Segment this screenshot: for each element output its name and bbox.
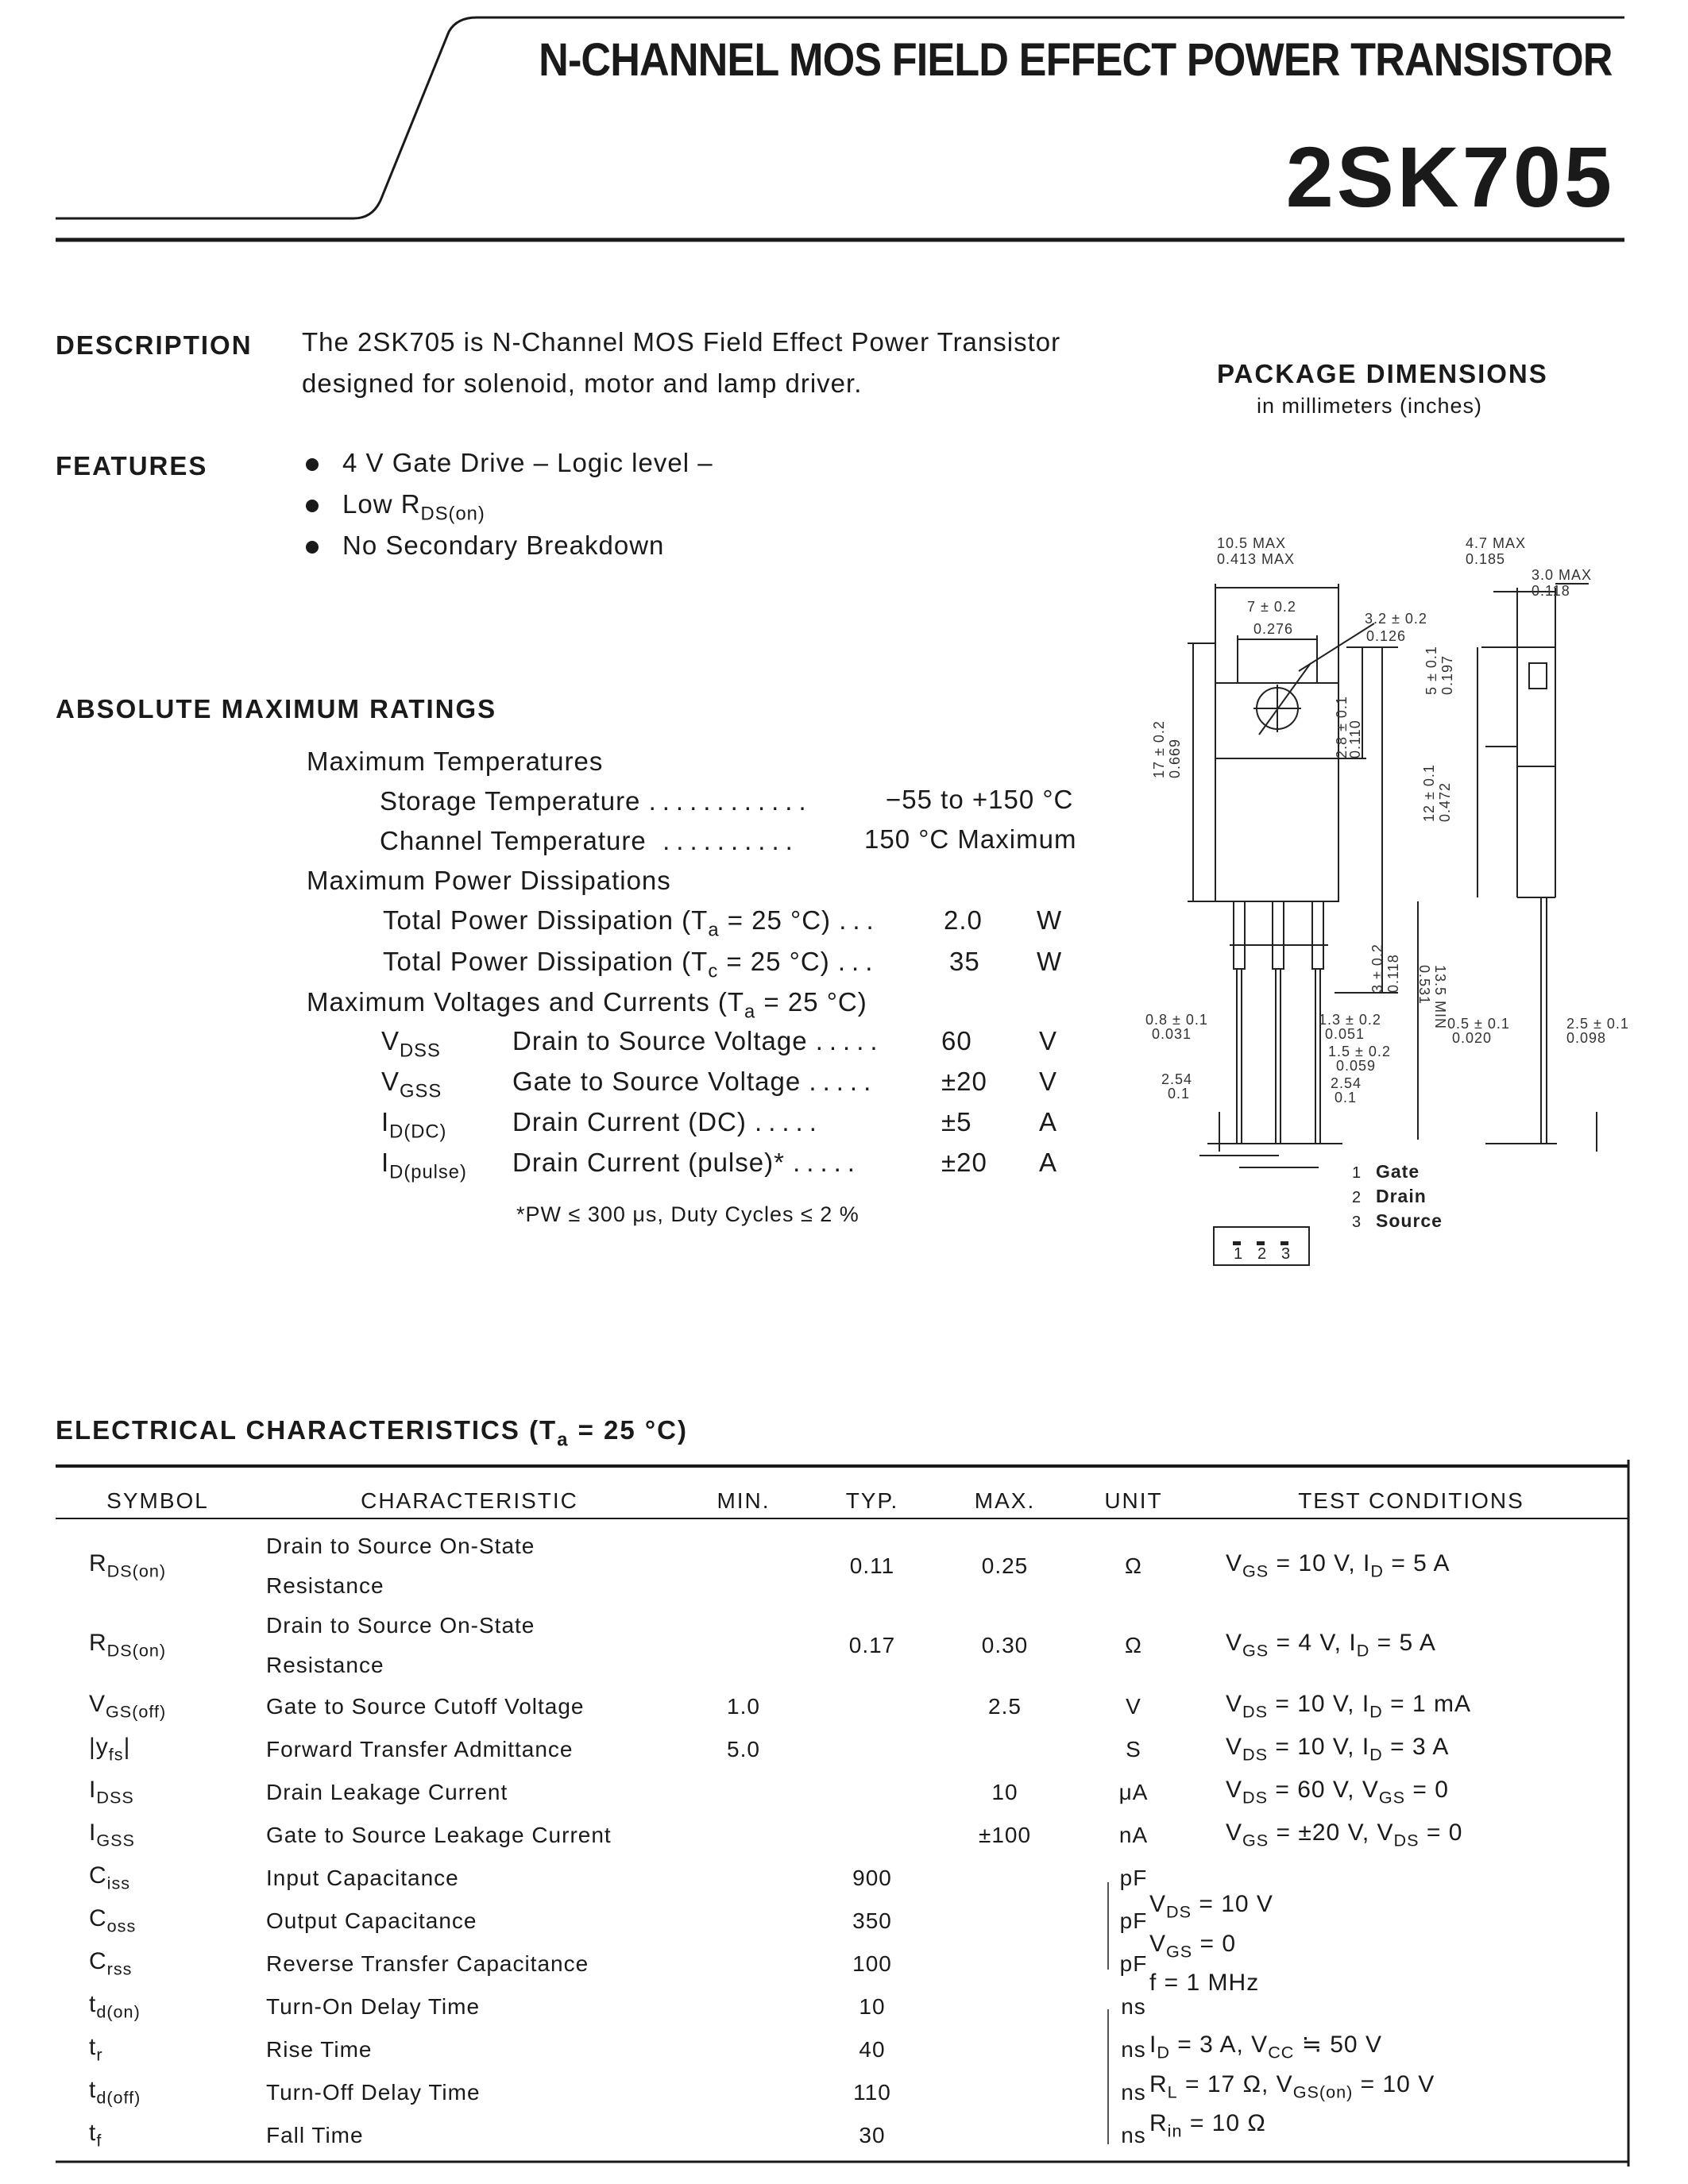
cell-symbol: $C_{oss}$ (89, 1905, 137, 1936)
cell-characteristic: Gate to Source Cutoff Voltage (266, 1694, 585, 1719)
cell-characteristic: Drain to Source On-State Resistance (266, 1534, 535, 1598)
dim-tab-height-in: 0.110 (1347, 720, 1363, 758)
cell-min (679, 1526, 808, 1606)
rating-symbol: $V_{DSS}$ (381, 1026, 441, 1062)
dim-width-max: 10.5 MAX (1217, 535, 1287, 551)
dim-lead-offset-in: 0.098 (1566, 1030, 1607, 1046)
cell-max: ±100 (978, 1823, 1032, 1847)
cell-unit: pF (1119, 1951, 1148, 1976)
condition-line: $I_D = 3$ A, $V_{CC}$ ≒ 50 V (1149, 2032, 1382, 2062)
col-characteristic: CHARACTERISTIC (361, 1488, 578, 1513)
cell-conditions: $V_{DS} = 10$ V, $I_D = 3$ A (1226, 1734, 1450, 1765)
cell-max (937, 2114, 1073, 2157)
cell-characteristic: Reverse Transfer Capacitance (266, 1951, 589, 1976)
rating-symbol: $I_{D(DC)}$ (381, 1107, 447, 1143)
cell-symbol: $C_{iss}$ (89, 1862, 131, 1893)
table-row (56, 1943, 1628, 1985)
cell-symbol: $C_{rss}$ (89, 1948, 133, 1979)
part-number: 2SK705 (1285, 129, 1615, 225)
description-line-1: The 2SK705 is N-Channel MOS Field Effect Power Transistor (302, 327, 1061, 357)
cell-max (937, 2028, 1073, 2071)
ratings-footnote: *PW ≤ 300 μs, Duty Cycles ≤ 2 % (516, 1202, 859, 1226)
dim-tab-max-in: 0.118 (1532, 583, 1570, 599)
dim-lead-thickness-in: 0.020 (1452, 1030, 1493, 1046)
cell-min (679, 1943, 808, 1985)
rating-unit: V (1039, 1067, 1058, 1096)
condition-line: $V_{GS} = 0$ (1149, 1930, 1237, 1962)
temps-heading: Maximum Temperatures (307, 747, 604, 776)
cell-min (679, 2071, 808, 2114)
dim-inner-width-in: 0.276 (1253, 621, 1294, 637)
pin-name-gate: Gate (1376, 1161, 1420, 1182)
cell-max (937, 1857, 1073, 1900)
table-row (56, 1814, 1628, 1857)
cell-unit: V (1126, 1694, 1141, 1719)
cell-unit: pF (1119, 1908, 1148, 1933)
electrical-heading: ELECTRICAL CHARACTERISTICS ($T_a = 25$ °C) (56, 1415, 688, 1451)
cell-unit: Ω (1125, 1633, 1142, 1657)
table-row (56, 1857, 1628, 1900)
dim-width-max-in: 0.413 MAX (1217, 551, 1296, 567)
cell-typ: 0.11 (849, 1553, 895, 1578)
rating-symbol: $V_{GSS}$ (381, 1067, 442, 1102)
cell-typ: 0.17 (848, 1633, 896, 1657)
dim-lead-width: 0.8 ± 0.1 (1145, 1012, 1208, 1028)
rating-unit: V (1039, 1026, 1058, 1055)
dim-neck-height-in: 0.118 (1385, 954, 1401, 993)
pin-name-source: Source (1376, 1210, 1443, 1231)
pin-number: 3 (1281, 1245, 1291, 1263)
storage-temp-value: −55 to +150 °C (886, 785, 1074, 814)
cell-symbol: $t_r$ (89, 2034, 103, 2065)
cell-min (679, 1814, 808, 1857)
dim-lead-width-2: 1.3 ± 0.2 (1319, 1012, 1381, 1028)
feature-item: Low $R_{DS(on)}$ (306, 489, 485, 525)
vi-heading: Maximum Voltages and Currents ($T_a = 25$ °C) (307, 987, 867, 1023)
dim-pitch-b-in: 0.1 (1335, 1090, 1358, 1106)
cell-conditions: $V_{DS} = 10$ V, $I_D = 1$ mA (1226, 1691, 1471, 1722)
cell-characteristic: Gate to Source Leakage Current (266, 1823, 612, 1847)
cell-symbol: $V_{GS(off)}$ (89, 1691, 167, 1722)
dim-side-height-in: 0.472 (1437, 781, 1453, 822)
storage-temp-label: Storage Temperature ............ (380, 786, 813, 816)
ratings-heading: ABSOLUTE MAXIMUM RATINGS (56, 694, 497, 723)
table-header-row (56, 1476, 1628, 1526)
dim-hole: 3.2 ± 0.2 (1365, 611, 1427, 627)
dim-thickness-max-in: 0.185 (1466, 551, 1506, 567)
channel-temp-value: 150 °C Maximum (864, 824, 1077, 854)
cell-typ (808, 1771, 937, 1814)
cell-unit: S (1126, 1737, 1141, 1761)
pin-legend-number: 2 (1352, 1189, 1362, 1206)
cell-symbol: $|y_{fs}|$ (89, 1734, 131, 1765)
pin-number: 2 (1257, 1245, 1267, 1263)
cell-typ: 40 (859, 2037, 886, 2062)
cell-characteristic: Turn-On Delay Time (266, 1994, 481, 2019)
cell-max (937, 1900, 1073, 1943)
power-heading: Maximum Power Dissipations (307, 866, 671, 895)
rating-label: Drain Current (DC) ..... (512, 1107, 823, 1136)
cell-symbol: $t_{d(on)}$ (89, 1991, 141, 2022)
dim-side-height: 12 ± 0.1 (1421, 764, 1437, 822)
dim-lead-offset: 2.5 ± 0.1 (1566, 1016, 1629, 1032)
col-conditions: TEST CONDITIONS (1298, 1488, 1524, 1513)
pin-legend-number: 3 (1352, 1214, 1362, 1231)
cell-typ: 10 (859, 1994, 886, 2019)
cell-characteristic: Drain Leakage Current (266, 1780, 508, 1804)
features-heading: FEATURES (56, 451, 208, 480)
dim-tab-max: 3.0 MAX (1532, 567, 1593, 583)
cell-typ: 30 (859, 2123, 886, 2147)
cell-characteristic: Drain to Source On-State Resistance (266, 1613, 535, 1677)
cell-symbol: $R_{DS(on)}$ (89, 1630, 167, 1661)
col-unit: UNIT (1104, 1488, 1163, 1513)
cell-min: 1.0 (727, 1694, 760, 1719)
pd-ambient-unit: W (1037, 905, 1063, 935)
dim-lead-min: 13.5 MIN (1432, 965, 1448, 1030)
cell-symbol: $R_{DS(on)}$ (89, 1550, 167, 1581)
feature-item: No Secondary Breakdown (306, 531, 664, 561)
cell-characteristic: Input Capacitance (266, 1866, 459, 1890)
cell-typ: 100 (852, 1951, 892, 1976)
dim-top-height: 5 ± 0.1 (1423, 646, 1439, 695)
cell-conditions: $V_{GS} = 10$ V, $I_D = 5$ A (1226, 1550, 1450, 1581)
condition-line: $R_{in} = 10$ Ω (1149, 2110, 1266, 2141)
cell-symbol: $t_{d(off)}$ (89, 2077, 141, 2108)
pin-number: 1 (1234, 1245, 1243, 1263)
condition-line: f = 1 MHz (1149, 1970, 1260, 1997)
cell-max: 2.5 (988, 1694, 1022, 1719)
table-row (56, 1728, 1628, 1771)
pd-case-value: 35 (949, 947, 980, 976)
cell-unit: ns (1121, 2080, 1146, 2105)
rating-value: ±20 (941, 1067, 987, 1096)
cell-typ: 110 (853, 2080, 891, 2105)
package-heading: PACKAGE DIMENSIONS (1217, 359, 1548, 388)
cell-max: 0.30 (981, 1633, 1029, 1657)
rating-value: ±20 (941, 1148, 987, 1177)
rating-label: Drain Current (pulse)* ..... (512, 1148, 861, 1177)
cell-min (679, 1985, 808, 2028)
col-min: MIN. (717, 1488, 771, 1513)
cell-typ (808, 1685, 937, 1728)
dim-lead-width-3: 1.5 ± 0.2 (1328, 1044, 1391, 1059)
col-symbol: SYMBOL (106, 1488, 209, 1513)
cell-conditions: $V_{GS} = 4$ V, $I_D = 5$ A (1226, 1630, 1436, 1661)
table-row (56, 1606, 1628, 1685)
dim-lead-width-in: 0.031 (1152, 1026, 1192, 1042)
pin-legend-number: 1 (1352, 1164, 1362, 1182)
dim-hole-in: 0.126 (1366, 628, 1407, 644)
cell-typ (808, 1728, 937, 1771)
cell-min (679, 2114, 808, 2157)
cell-min (679, 1771, 808, 1814)
cell-max: 10 (991, 1780, 1018, 1804)
cell-min (679, 1857, 808, 1900)
pd-ambient-value: 2.0 (944, 905, 983, 935)
dim-body-height-in: 0.669 (1167, 738, 1183, 778)
table-row (56, 1771, 1628, 1814)
cell-max (937, 1728, 1073, 1771)
document-title: N-CHANNEL MOS FIELD EFFECT POWER TRANSISTOR (539, 34, 1613, 86)
dim-lead-min-in: 0.531 (1416, 965, 1432, 1005)
rating-value: 60 (941, 1026, 972, 1055)
rating-unit: A (1039, 1107, 1058, 1136)
dim-body-height: 17 ± 0.2 (1151, 720, 1167, 778)
switching-conditions (1149, 2029, 1435, 2147)
cell-conditions: $V_{GS} = \pm 20$ V, $V_{DS} = 0$ (1226, 1819, 1463, 1850)
dim-pitch-a-in: 0.1 (1168, 1086, 1191, 1102)
cell-typ: 900 (852, 1866, 892, 1890)
cell-min: 5.0 (727, 1737, 760, 1761)
cell-unit: Ω (1125, 1553, 1142, 1578)
rating-symbol: $I_{D(pulse)}$ (381, 1148, 467, 1183)
rating-label: Drain to Source Voltage ..... (512, 1026, 884, 1055)
dim-top-height-in: 0.197 (1439, 654, 1455, 695)
pd-case-unit: W (1037, 947, 1063, 976)
cell-max: 0.25 (981, 1553, 1029, 1578)
cell-min (679, 2028, 808, 2071)
cell-characteristic: Fall Time (266, 2123, 364, 2147)
cell-min (679, 1900, 808, 1943)
cell-max (937, 1985, 1073, 2028)
description-heading: DESCRIPTION (56, 330, 253, 360)
cell-characteristic: Output Capacitance (266, 1908, 477, 1933)
cell-min (679, 1606, 808, 1685)
cell-characteristic: Forward Transfer Admittance (266, 1737, 574, 1761)
cell-unit: ns (1121, 2123, 1146, 2147)
pd-ambient-label: Total Power Dissipation ($T_a = 25$ °C) ... (383, 905, 880, 941)
cell-unit: ns (1121, 2037, 1146, 2062)
cell-unit: pF (1119, 1866, 1148, 1890)
condition-line: $R_L = 17$ Ω, $V_{GS(on)} = 10$ V (1149, 2070, 1435, 2102)
dim-inner-width: 7 ± 0.2 (1247, 599, 1296, 615)
rating-value: ±5 (941, 1107, 972, 1136)
cell-max (937, 2071, 1073, 2114)
cell-typ: 350 (852, 1908, 892, 1933)
cell-conditions: $V_{DS} = 60$ V, $V_{GS} = 0$ (1226, 1777, 1449, 1808)
table-row (56, 1985, 1628, 2028)
feature-item: 4 V Gate Drive – Logic level – (306, 448, 713, 478)
cell-symbol: $t_f$ (89, 2120, 102, 2151)
dim-tab-height: 2.8 ± 0.1 (1334, 696, 1350, 758)
table-row (56, 1526, 1628, 1606)
table-row (56, 1900, 1628, 1943)
cell-unit: nA (1118, 1823, 1149, 1847)
description-line-2: designed for solenoid, motor and lamp driver. (302, 369, 863, 398)
cell-characteristic: Rise Time (266, 2037, 373, 2062)
col-max: MAX. (974, 1488, 1036, 1513)
rating-label: Gate to Source Voltage ..... (512, 1067, 878, 1096)
capacitance-conditions (1149, 1889, 1273, 1999)
package-subheading: in millimeters (inches) (1257, 394, 1483, 418)
cell-symbol: $I_{DSS}$ (89, 1777, 134, 1808)
dim-lead-thickness: 0.5 ± 0.1 (1447, 1016, 1510, 1032)
dim-pitch-a: 2.54 (1161, 1071, 1193, 1087)
cell-max (937, 1943, 1073, 1985)
cell-symbol: $I_{GSS}$ (89, 1819, 135, 1850)
cell-unit: μA (1118, 1780, 1149, 1804)
rating-unit: A (1039, 1148, 1058, 1177)
dim-lead-width-3-in: 0.059 (1336, 1058, 1377, 1074)
dim-thickness-max: 4.7 MAX (1466, 535, 1527, 551)
table-row (56, 1685, 1628, 1728)
channel-temp-label: Channel Temperature .......... (380, 826, 799, 855)
cell-typ (808, 1814, 937, 1857)
pd-case-label: Total Power Dissipation ($T_c = 25$ °C) ... (383, 947, 879, 982)
condition-line: $V_{DS} = 10$ V (1149, 1891, 1273, 1922)
cell-characteristic: Turn-Off Delay Time (266, 2080, 481, 2105)
dim-pitch-b: 2.54 (1331, 1075, 1362, 1091)
dim-lead-width-2-in: 0.051 (1325, 1026, 1365, 1042)
pin-name-drain: Drain (1376, 1186, 1427, 1206)
cell-unit: ns (1121, 1994, 1146, 2019)
col-typ: TYP. (845, 1488, 899, 1513)
dim-neck-height: 3 ± 0.2 (1369, 943, 1385, 993)
